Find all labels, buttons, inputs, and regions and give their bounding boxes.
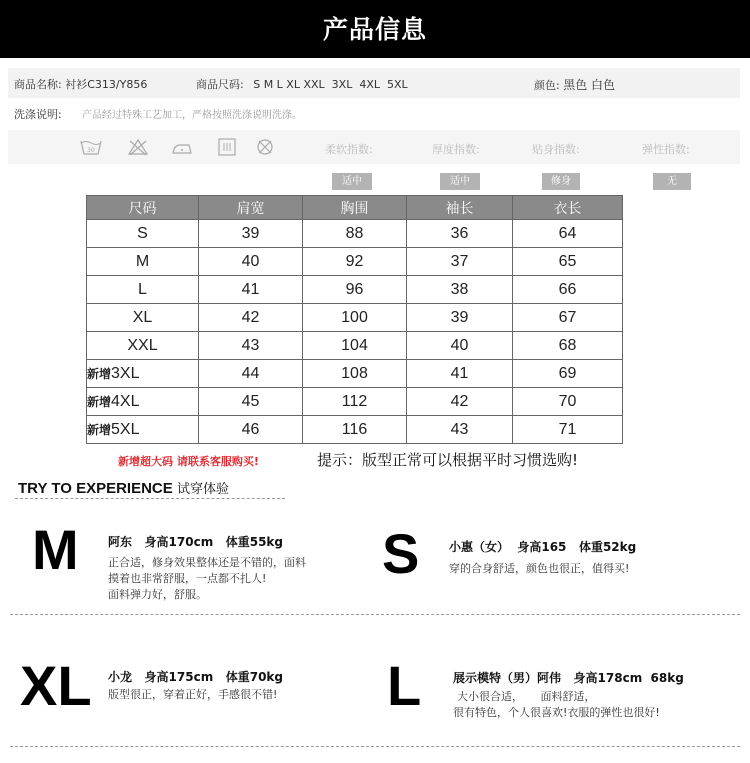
tumble-dry-icon: [216, 138, 238, 156]
experience-title-en: TRY TO EXPERIENCE: [18, 480, 173, 497]
review-line: 正合适，修身效果整体还是不错的，面料: [108, 556, 306, 569]
measurement-cell: 40: [199, 248, 303, 276]
measurement-cell: 88: [303, 220, 407, 248]
measurement-cell: 116: [303, 416, 407, 444]
measurement-cell: 70: [513, 388, 623, 416]
review-line: 穿的合身舒适，颜色也很正，值得买!: [449, 562, 630, 575]
size-table-header: [87, 196, 623, 220]
fit-tip: 提示：版型正常可以根据平时习惯选购!: [317, 451, 579, 469]
measurement-cell: 44: [199, 360, 303, 388]
size-row: [87, 332, 623, 360]
person-xiaohui-review: [449, 561, 629, 577]
size-letter-s: S: [382, 522, 420, 585]
thickness-index-value: 适中: [440, 173, 480, 190]
header-chest: 胸围: [303, 196, 407, 220]
fit-index-label: 贴身指数:: [532, 143, 580, 156]
wash-text: 产品经过特殊工艺加工，严格按照洗涤说明洗涤。: [82, 110, 302, 121]
size-row: [87, 416, 623, 444]
size-value: 3XL: [111, 364, 140, 382]
product-name-value: 衬衫C313/Y856: [65, 78, 148, 91]
review-line: 大小很合适， 面料舒适，: [457, 690, 596, 703]
measurement-cell: 42: [407, 388, 513, 416]
measurement-cell: 37: [407, 248, 513, 276]
product-size-label: 商品尺码:: [196, 78, 244, 91]
product-size: [196, 76, 408, 92]
no-bleach-icon: [127, 138, 149, 156]
measurement-cell: 45: [199, 388, 303, 416]
review-line: 摸着也非常舒服，一点都不扎人!: [108, 572, 267, 585]
person-amdong-info: 阿东 身高170cm 体重55kg: [108, 535, 284, 549]
measurement-cell: 96: [303, 276, 407, 304]
measurement-cell: 65: [513, 248, 623, 276]
care-index-row: [8, 130, 740, 164]
measurement-cell: 39: [407, 304, 513, 332]
measurement-cell: 69: [513, 360, 623, 388]
elasticity-index-label: 弹性指数:: [642, 143, 690, 156]
experience-title: [18, 478, 229, 497]
size-cell: [87, 220, 199, 248]
size-row: [87, 360, 623, 388]
new-size-tag: 新增: [87, 394, 112, 409]
no-dry-clean-icon: [254, 138, 276, 156]
size-cell: [87, 332, 199, 360]
header-size: 尺码: [87, 196, 199, 220]
size-letter-m: M: [32, 518, 79, 581]
measurement-cell: 108: [303, 360, 407, 388]
size-cell: [87, 416, 199, 444]
product-color-value: 黑色 白色: [563, 78, 616, 92]
measurement-cell: 39: [199, 220, 303, 248]
page-title: 产品信息: [322, 15, 427, 44]
new-size-tag: 新增: [87, 422, 112, 437]
person-xiaolong-info: 小龙 身高175cm 体重70kg: [108, 670, 284, 684]
measurement-cell: 66: [513, 276, 623, 304]
measurement-cell: 41: [407, 360, 513, 388]
measurement-cell: 104: [303, 332, 407, 360]
measurement-cell: 36: [407, 220, 513, 248]
size-cell: [87, 248, 199, 276]
size-row: [87, 304, 623, 332]
measurement-cell: 46: [199, 416, 303, 444]
size-cell: [87, 360, 199, 388]
review-line: 版型很正，穿着正好，手感很不错!: [108, 688, 278, 701]
size-row: [87, 388, 623, 416]
measurement-cell: 68: [513, 332, 623, 360]
size-row: [87, 276, 623, 304]
product-name: [14, 76, 147, 92]
product-size-value: S M L XL XXL 3XL 4XL 5XL: [253, 78, 408, 91]
size-letter-l: L: [387, 654, 422, 717]
measurement-cell: 71: [513, 416, 623, 444]
size-value: S: [137, 224, 148, 242]
measurement-cell: 64: [513, 220, 623, 248]
measurement-cell: 43: [407, 416, 513, 444]
product-color: [534, 76, 615, 93]
size-value: M: [135, 252, 150, 270]
measurement-cell: 40: [407, 332, 513, 360]
measurement-cell: 42: [199, 304, 303, 332]
measurement-cell: 67: [513, 304, 623, 332]
review-line: 面料弹力好，舒服。: [108, 588, 207, 601]
plus-size-note: 新增超大码 请联系客服购买!: [118, 455, 259, 468]
person-xiaohui-info: 小惠（女） 身高165 体重52kg: [449, 540, 637, 554]
wash-label: 洗涤说明:: [14, 108, 62, 121]
size-value: XL: [132, 308, 153, 326]
fit-index-value: 修身: [542, 173, 580, 190]
measurement-cell: 100: [303, 304, 407, 332]
softness-index-value: 适中: [332, 173, 372, 190]
size-value: 4XL: [111, 392, 140, 410]
product-color-label: 颜色:: [534, 79, 560, 92]
header-sleeve: 袖长: [407, 196, 513, 220]
iron-icon: [171, 138, 193, 156]
section-divider: [10, 614, 740, 615]
size-value: 5XL: [111, 420, 140, 438]
header-length: 衣长: [513, 196, 623, 220]
measurement-cell: 38: [407, 276, 513, 304]
size-cell: [87, 388, 199, 416]
measurement-cell: 112: [303, 388, 407, 416]
product-name-label: 商品名称:: [14, 78, 62, 91]
review-line: 很有特色，个人很喜欢!衣服的弹性也很好!: [453, 706, 660, 719]
size-value: L: [138, 280, 147, 298]
size-letter-xl: XL: [20, 654, 92, 717]
wash-30-icon: [80, 138, 102, 156]
person-awei-review: [453, 689, 660, 721]
svg-text:30: 30: [87, 147, 95, 154]
size-row: [87, 248, 623, 276]
thickness-index-label: 厚度指数:: [432, 143, 480, 156]
person-amdong-review: [108, 555, 306, 603]
experience-title-cn: 试穿体验: [176, 482, 229, 497]
size-cell: [87, 276, 199, 304]
person-xiaolong-review: [108, 687, 277, 703]
measurement-cell: 43: [199, 332, 303, 360]
size-value: XXL: [127, 336, 158, 354]
person-awei-info: 展示模特（男）阿伟 身高178cm 68kg: [453, 671, 684, 685]
experience-underline: [15, 498, 285, 499]
measurement-cell: 92: [303, 248, 407, 276]
softness-index-label: 柔软指数:: [325, 143, 373, 156]
size-row: [87, 220, 623, 248]
size-cell: [87, 304, 199, 332]
size-table: [86, 195, 623, 444]
new-size-tag: 新增: [87, 366, 112, 381]
measurement-cell: 41: [199, 276, 303, 304]
section-divider: [10, 746, 740, 747]
header-shoulder: 肩宽: [199, 196, 303, 220]
elasticity-index-value: 无: [653, 173, 691, 190]
